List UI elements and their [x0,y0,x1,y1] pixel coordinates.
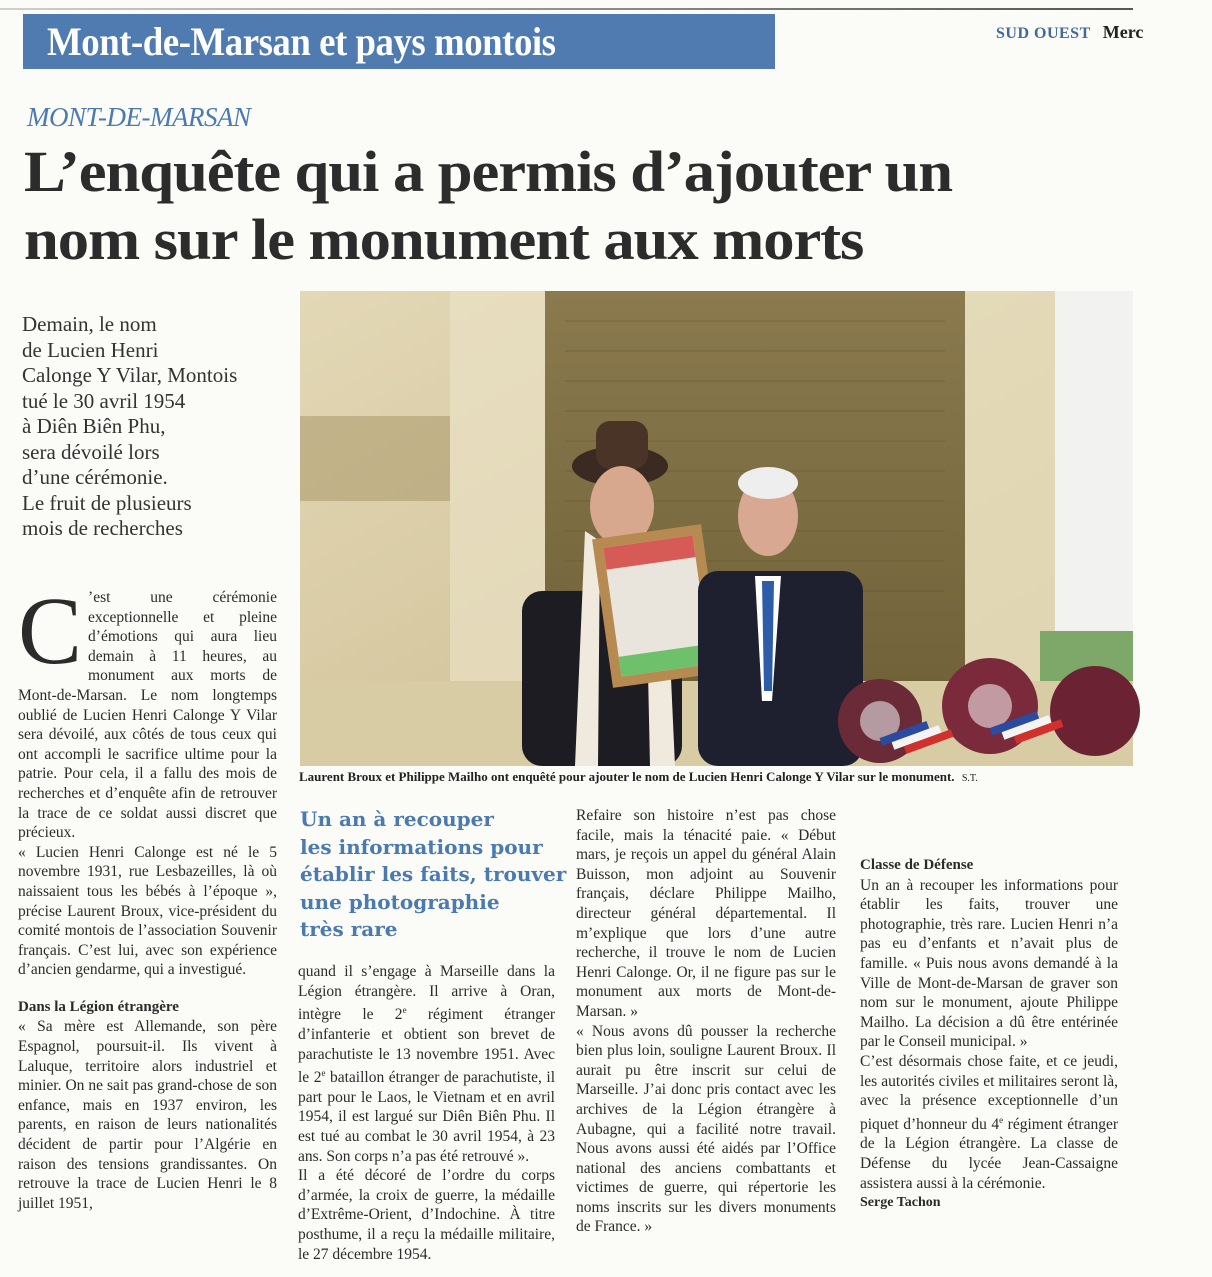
superscript: e [321,1068,326,1079]
article-column-2 [298,962,555,1264]
section-title: Mont-de-Marsan et pays montois [47,19,556,64]
paragraph-text: régiment étranger de la Légion étrangère. La classe de Défense du lycée Jean-Cassaigne assistera aussi à la cérémonie. [860,1115,1119,1192]
headline-line-2: nom sur le monument aux morts [24,207,864,272]
paragraph: Refaire son histoire n’est pas chose facile, mais la ténacité paie. « Début mars, je reçois un appel du général Alain Buisson, mon adjoint au Souvenir français, déclare Philippe Mailho, directeur général départemental. Il m’explique que lors d’une autre recherche, il trouve le nom de Lucien Henri Calonge. Or, il ne figure pas sur le monument aux morts de Mont-de-Marsan. » [576,807,836,1020]
standfirst-line: de Lucien Henri [22,337,159,362]
pull-quote-line: très rare [300,917,398,941]
superscript: e [402,1005,407,1016]
top-rule [0,8,1133,10]
pull-quote-line: une photographie [300,889,500,914]
paragraph [18,577,277,843]
author-byline: Serge Tachon [860,1195,941,1211]
paragraph-text: ’est une cérémonie exceptionnelle et pleine d’émotions qui aura lieu demain à 11 heures, au monument aux morts de Mont-de-Marsan. Le nom longtemps oublié de Lucien Henri Calonge Y Vilar sera dévoilé, aux côtés de tous ceux qui ont accompli le sacrifice ultime pour la patrie. Pour cela, il a fallu des mois de recherches et d’enquête afin de retrouver la trace de ce soldat aussi discret que précieux. [18,589,277,842]
masthead [996,22,1143,43]
standfirst-line: tué le 30 avril 1954 [22,388,186,413]
paragraph: Un an à recouper les informations pour établir les faits, trouver une photographie, très rare. Lucien Henri n’a pas eu d’enfants et n’avait plus de famille. « Puis nous avons demandé à la Ville de Mont-de-Marsan de graver son nom sur le monument, ajoute Philippe Mailho. La décision a dû être entérinée par le Conseil municipal. » [860,876,1118,1051]
standfirst-line: Demain, le nom [22,312,157,336]
headline-line-1: L’enquête qui a permis d’ajouter un [24,139,953,204]
standfirst-line: d’une cérémonie. [22,465,168,489]
article-column-3 [576,806,836,1237]
paragraph-text: bataillon étranger de parachutiste, il part pour le Laos, le Vietnam et en avril 1954, il est largué sur Diên Biên Phu. Il est tué au combat le 30 avril 1954, à 23 ans. Son corps n’a pas été retrouvé ». [298,1069,555,1165]
photo-caption [299,769,978,785]
paragraph: Il a été décoré de l’ordre du corps d’armée, la croix de guerre, la médaille d’Extrême-Orient, d’Indochine. À titre posthume, il a reçu la médaille militaire, le 27 décembre 1954. [298,1167,555,1263]
standfirst-line: Calonge Y Vilar, Montois [22,363,238,387]
standfirst-line: sera dévoilé lors [22,439,160,464]
standfirst-line: mois de recherches [22,516,183,540]
subheading-legion: Dans la Légion étrangère [18,998,179,1015]
date-fragment: Merc [1102,22,1144,42]
paragraph: « Lucien Henri Calonge est né le 5 novembre 1931, rue Lesbazeilles, là où naissaient tous les bébés à l’époque », précise Laurent Broux, vice-président du comité montois de l’association Souvenir français. C’est lui, avec son expérience d’ancien gendarme, qui a investigué. [18,843,277,979]
standfirst-line: Le fruit de plusieurs [22,490,192,515]
background-building [1055,291,1133,631]
paragraph-text: C’est désormais chose faite, et ce jeudi, les autorités civiles et militaires seront là, avec la présence exceptionnelle d’un piquet d’honneur du 4 [860,1052,1118,1133]
paragraph-text: quand il s’engage à Marseille dans la Légion étrangère. Il arrive à Oran, intègre le 2 [298,963,555,1024]
standfirst [22,312,297,542]
subheading-classe-defense: Classe de Défense [860,857,974,873]
article-column-4 [860,806,1118,1213]
pull-quote-line: les informations pour [300,834,543,859]
caption-text: Laurent Broux et Philippe Mailho ont enquêté pour ajouter le nom de Lucien Henri Calonge Y Vilar sur le monument. [299,769,955,784]
article-column-1 [18,577,277,1213]
paragraph: « Sa mère est Allemande, son père Espagnol, poursuit-il. Ils vivent à Laluque, territoire alors industriel et minier. On ne sait pas grand-chose de son enfance, mais en 1937 environ, les parents, en raison de leurs nationalités décident de partir pour l’Algérie en raison des tensions grandissantes. On retrouve la trace de Lucien Henri le 8 juillet 1951, [18,1018,277,1212]
paragraph [860,1052,1118,1193]
paragraph: « Nous avons dû pousser la recherche bien plus loin, souligne Laurent Broux. Il aurait pu être inscrit sur celui de Marseille. J’ai donc pris contact avec les archives de la Légion étrangère à Aubagne, qui a facilité notre travail. Nous avons aussi été aidés par l’Office national des anciens combattants et victimes de guerre, qui répertorie les noms inscrits sur les divers monuments de France. » [576,1022,836,1236]
standfirst-line: à Diên Biên Phu, [22,414,166,438]
newspaper-brand: SUD OUEST [996,25,1091,42]
pull-quote-line: établir les faits, trouver [300,862,567,886]
pull-quote [300,806,567,944]
superscript: e [999,1114,1004,1125]
paragraph-text: régiment étranger d’infanterie et obtient son brevet de parachutiste le 13 novembre 1951. Avec le 2 [298,1006,555,1087]
article-photo [300,291,1133,766]
drop-cap: C [18,577,83,684]
photo-credit: S.T. [961,773,978,784]
stone-ledge [300,416,450,501]
paragraph [298,962,555,1166]
kicker: MONT-DE-MARSAN [27,102,251,132]
section-banner [23,14,775,69]
pull-quote-line: Un an à recouper [300,807,494,831]
memorial-photo-illustration [300,291,1133,766]
headline [24,138,1124,274]
